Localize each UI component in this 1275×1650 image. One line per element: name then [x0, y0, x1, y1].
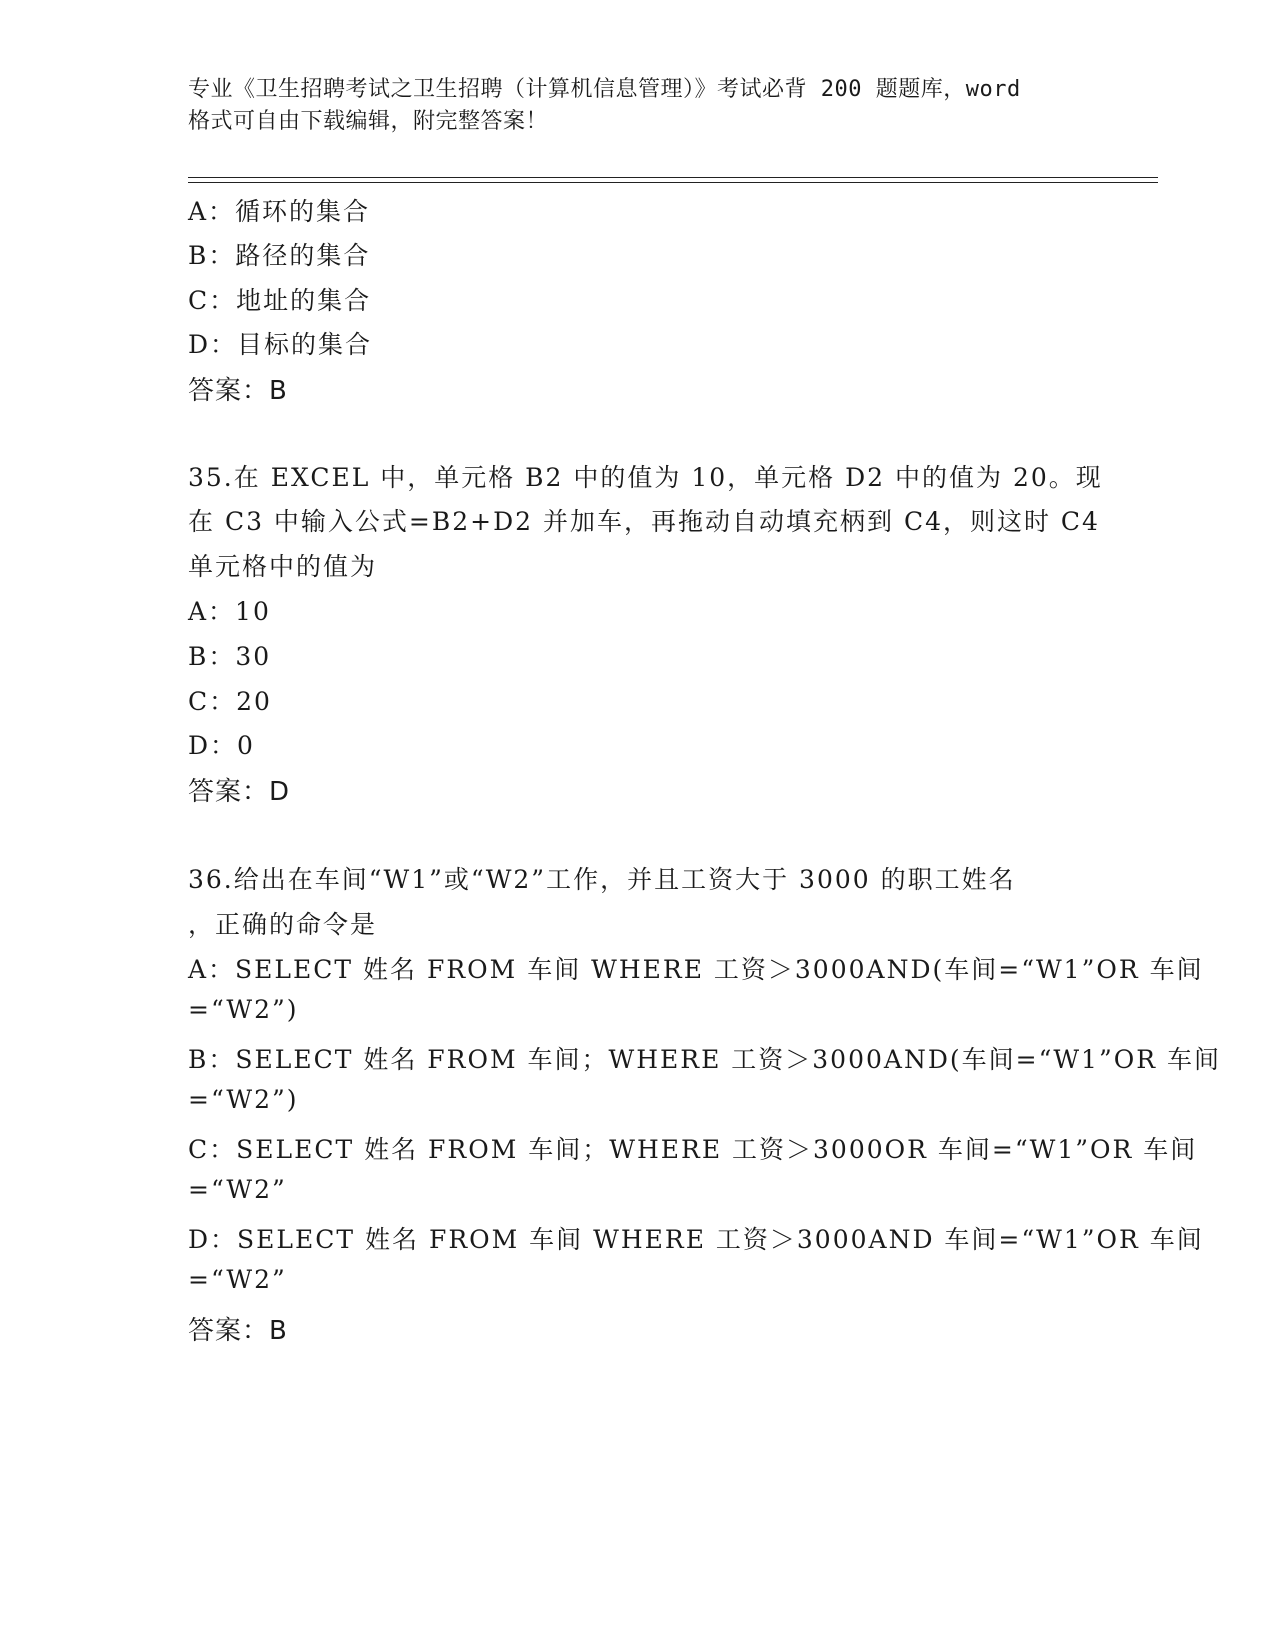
q34-option-b: B：路径的集合: [188, 241, 371, 270]
q36-option-b-cont: =“W2”): [188, 1085, 299, 1114]
q36-option-a: A：SELECT 姓名 FROM 车间 WHERE 工资＞3000AND(车间=“W1”OR 车间: [188, 955, 1204, 984]
q36-option-c: C：SELECT 姓名 FROM 车间；WHERE 工资＞3000OR 车间=“W1”OR 车间: [188, 1135, 1198, 1164]
header-divider-bottom: [188, 182, 1158, 183]
q36-option-c-cont: =“W2”: [188, 1175, 287, 1204]
q35-option-a: A：10: [188, 597, 271, 626]
document-header: [188, 74, 1088, 138]
q36-answer: 答案：B: [188, 1316, 288, 1346]
q36-option-b: B：SELECT 姓名 FROM 车间；WHERE 工资＞3000AND(车间=“W1”OR 车间: [188, 1045, 1221, 1074]
q34-option-c: C：地址的集合: [188, 286, 372, 315]
q35-answer: 答案：D: [188, 777, 291, 807]
q36-option-d-cont: =“W2”: [188, 1265, 287, 1294]
header-line-2: 格式可自由下载编辑，附完整答案！: [188, 109, 549, 134]
q35-option-c: C：20: [188, 687, 272, 716]
header-divider-top: [188, 177, 1158, 178]
q35-stem-line-1: 35.在 EXCEL 中，单元格 B2 中的值为 10，单元格 D2 中的值为 20。现: [188, 463, 1103, 492]
q35-option-d: D：0: [188, 731, 255, 760]
q36-option-a-cont: =“W2”): [188, 995, 299, 1024]
q34-option-d: D：目标的集合: [188, 330, 373, 359]
q34-answer: 答案：B: [188, 376, 288, 406]
q36-option-d: D：SELECT 姓名 FROM 车间 WHERE 工资＞3000AND 车间=“W1”OR 车间: [188, 1225, 1204, 1254]
q34-option-a: A：循环的集合: [188, 197, 371, 226]
header-line-1: 专业《卫生招聘考试之卫生招聘（计算机信息管理）》考试必背 200 题题库，word: [188, 77, 1021, 102]
q36-stem-line-2: ，正确的命令是: [188, 910, 378, 939]
q35-stem-line-3: 单元格中的值为: [188, 552, 378, 581]
q35-option-b: B：30: [188, 642, 272, 671]
q36-stem-line-1: 36.给出在车间“W1”或“W2”工作，并且工资大于 3000 的职工姓名: [188, 865, 1016, 894]
q35-stem-line-2: 在 C3 中输入公式=B2+D2 并加车，再拖动自动填充柄到 C4，则这时 C4: [188, 507, 1100, 536]
